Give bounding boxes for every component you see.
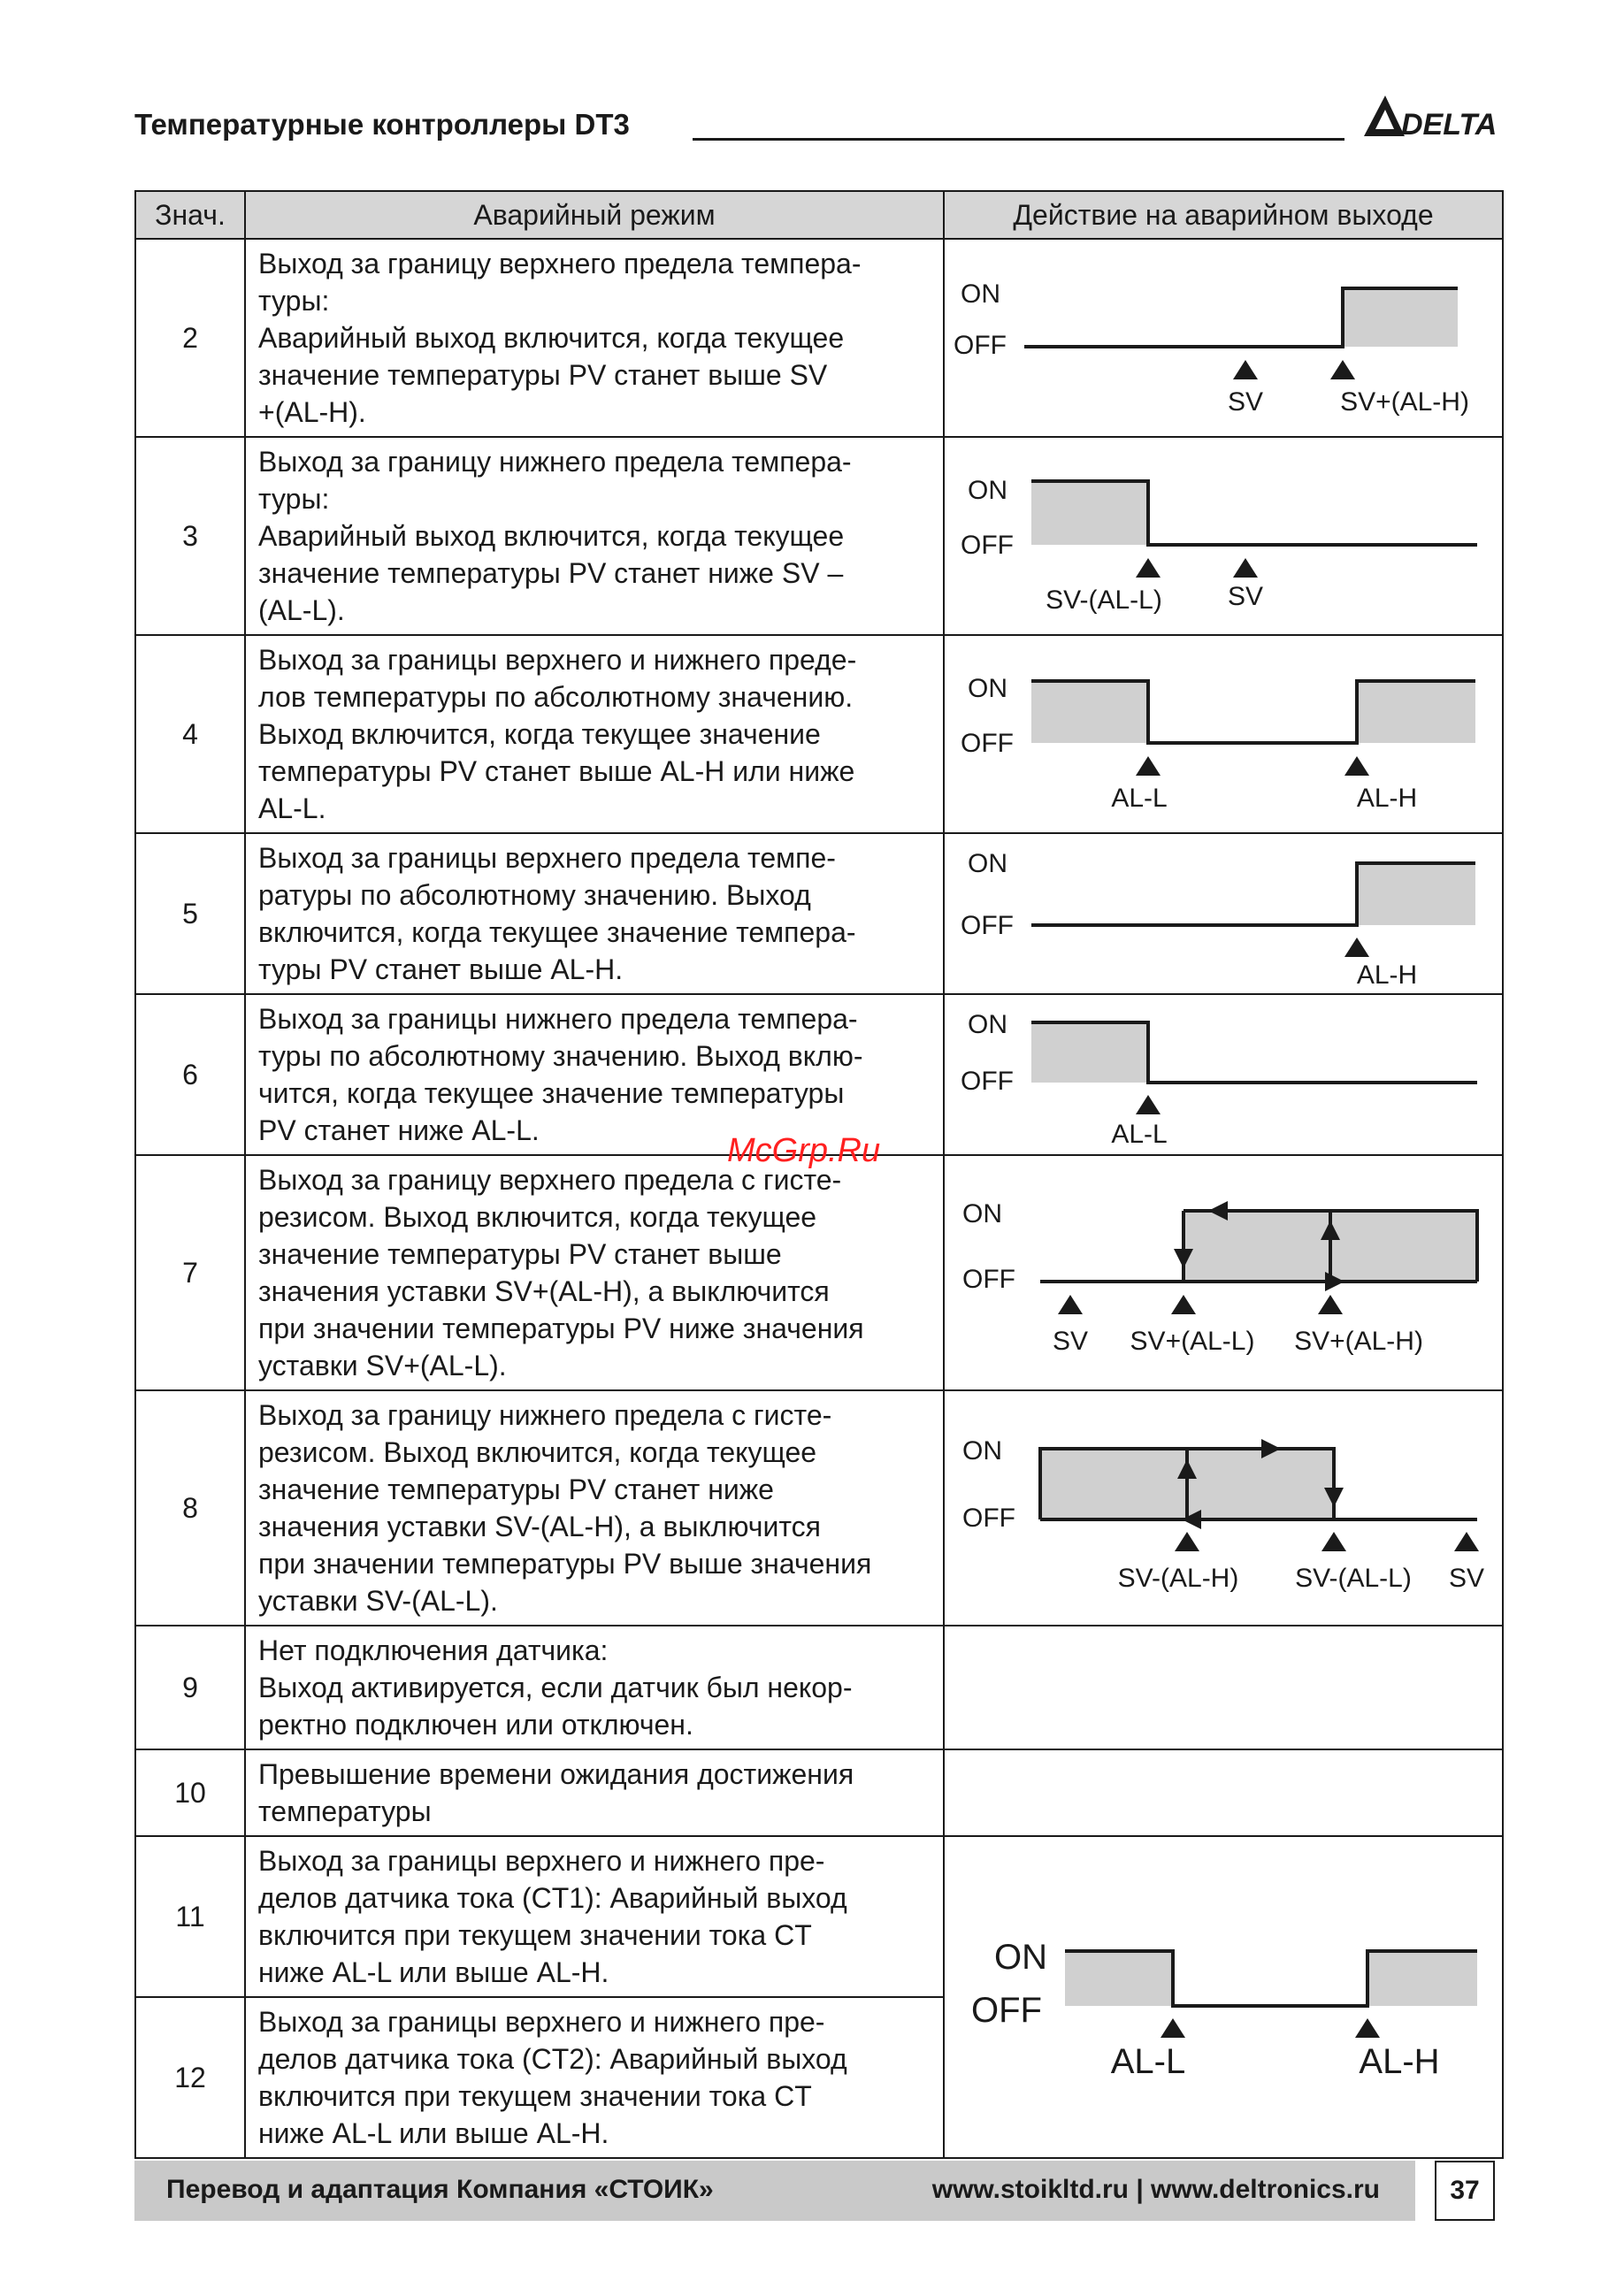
footer-links: www.stoikltd.ru | www.deltronics.ru xyxy=(931,2175,1380,2204)
row-description xyxy=(245,1390,944,1626)
row-diagram-cell xyxy=(944,994,1503,1155)
table-header-row xyxy=(135,191,1503,239)
description-line: включится, когда текущее значение темпера- xyxy=(258,916,856,948)
row-diagram-cell xyxy=(944,635,1503,833)
alarm-diagram xyxy=(945,448,1500,624)
description-line: значение температуры PV станет выше xyxy=(258,1238,782,1270)
description-line: температуры PV станет выше AL-H или ниже xyxy=(258,755,855,787)
row-description xyxy=(245,437,944,635)
row-diagram-cell-empty xyxy=(944,1626,1503,1749)
description-line: Выход за границы верхнего предела темпе- xyxy=(258,842,836,874)
al-h-label: AL-H xyxy=(1356,960,1418,989)
row-description xyxy=(245,1836,944,1997)
table-row xyxy=(135,1749,1503,1836)
description-line: чится, когда текущее значение температуры xyxy=(258,1077,845,1109)
description-line: (AL-L). xyxy=(258,594,345,626)
row-description xyxy=(245,833,944,994)
description-line: делов датчика тока (CT2): Аварийный выход xyxy=(258,2043,847,2075)
description-line: Выход за границу верхнего предела с гисте- xyxy=(258,1164,842,1196)
description-line: уставки SV-(AL-L). xyxy=(258,1585,498,1617)
description-line: температуры xyxy=(258,1795,432,1827)
page-header-title: Температурные контроллеры DT3 xyxy=(134,108,630,141)
footer-credit: Перевод и адаптация Компания «СТОИК» xyxy=(166,2175,714,2204)
al-h-marker-icon xyxy=(1344,756,1369,776)
al-h-marker-icon xyxy=(1344,938,1369,957)
description-line: резисом. Выход включится, когда текущее xyxy=(258,1436,817,1468)
description-line: ректно подключен или отключен. xyxy=(258,1709,693,1741)
on-state-area xyxy=(1357,863,1475,925)
description-line: включится при текущем значении тока CT xyxy=(258,2080,812,2112)
sv-plus-al-h-label: SV+(AL-H) xyxy=(1294,1327,1423,1356)
column-header-alarm-mode: Аварийный режим xyxy=(245,191,944,239)
footer-bar xyxy=(134,2161,1415,2221)
sv-minus-al-l-marker-icon xyxy=(1136,558,1161,578)
row-value: 7 xyxy=(135,1155,245,1390)
description-line: туры: xyxy=(258,483,330,515)
al-l-label: AL-L xyxy=(1110,2042,1186,2081)
row-diagram-cell xyxy=(944,239,1503,437)
description-line: туры PV станет выше AL-H. xyxy=(258,953,624,985)
header-rule xyxy=(693,138,1344,141)
description-line: Аварийный выход включится, когда текущее xyxy=(258,322,845,354)
row-diagram-cell xyxy=(944,1836,1503,2158)
description-line: PV станет ниже AL-L. xyxy=(258,1114,540,1146)
on-state-area-low xyxy=(1031,681,1148,743)
row-value: 4 xyxy=(135,635,245,833)
al-h-label: AL-H xyxy=(1359,2042,1440,2081)
on-label: ON xyxy=(994,1938,1047,1977)
on-state-area xyxy=(1343,288,1458,347)
description-line: Превышение времени ожидания достижения xyxy=(258,1758,854,1790)
sv-label: SV xyxy=(1448,1564,1485,1593)
description-line: Выход за границы верхнего и нижнего пре- xyxy=(258,2006,825,2038)
on-label: ON xyxy=(962,1436,1002,1466)
row-description xyxy=(245,239,944,437)
description-line: +(AL-H). xyxy=(258,396,366,428)
description-line: Выход за границу верхнего предела темпера- xyxy=(258,248,862,279)
alarm-mode-table xyxy=(134,190,1504,2159)
row-value: 10 xyxy=(135,1749,245,1836)
on-state-area xyxy=(1031,1022,1148,1083)
al-h-marker-icon xyxy=(1355,2018,1380,2038)
on-state-area-high xyxy=(1357,681,1475,743)
row-diagram-cell xyxy=(944,437,1503,635)
row-diagram-cell xyxy=(944,1155,1503,1390)
sv-marker-icon xyxy=(1233,360,1258,379)
sv-label: SV xyxy=(1227,582,1264,611)
description-line: значение температуры PV станет ниже xyxy=(258,1473,774,1505)
alarm-diagram xyxy=(945,249,1500,426)
description-line: включится при текущем значении тока CT xyxy=(258,1919,812,1951)
hysteresis-diagram xyxy=(945,1397,1500,1619)
on-label: ON xyxy=(968,1010,1007,1039)
on-label: ON xyxy=(968,849,1007,878)
alarm-diagram xyxy=(945,646,1500,823)
description-line: туры по абсолютному значению. Выход вклю- xyxy=(258,1040,863,1072)
row-value: 11 xyxy=(135,1836,245,1997)
page-number: 37 xyxy=(1435,2161,1495,2221)
row-value: 8 xyxy=(135,1390,245,1626)
sv-marker-icon xyxy=(1233,558,1258,578)
column-header-alarm-output-action: Действие на аварийном выходе xyxy=(944,191,1503,239)
on-state-area-low xyxy=(1065,1951,1173,2006)
al-l-marker-icon xyxy=(1136,756,1161,776)
alarm-diagram xyxy=(945,999,1500,1150)
al-l-label: AL-L xyxy=(1111,1120,1168,1149)
sv-minus-al-h-label: SV-(AL-H) xyxy=(1117,1564,1239,1593)
description-line: ратуры по абсолютному значению. Выход xyxy=(258,879,811,911)
column-header-value: Знач. xyxy=(135,191,245,239)
row-description xyxy=(245,994,944,1155)
alarm-diagram xyxy=(945,838,1500,989)
table-row xyxy=(135,635,1503,833)
row-diagram-cell xyxy=(944,1390,1503,1626)
watermark: McGrp.Ru xyxy=(727,1132,881,1169)
off-label: OFF xyxy=(962,1265,1015,1294)
description-line: значения уставки SV-(AL-H), а выключится xyxy=(258,1511,821,1542)
off-label: OFF xyxy=(961,531,1014,560)
description-line: AL-L. xyxy=(258,792,326,824)
row-diagram-cell-empty xyxy=(944,1749,1503,1836)
off-label: OFF xyxy=(954,331,1007,360)
table-row xyxy=(135,833,1503,994)
sv-label: SV xyxy=(1052,1327,1089,1356)
row-value: 2 xyxy=(135,239,245,437)
al-h-label: AL-H xyxy=(1356,784,1418,813)
table-row xyxy=(135,1836,1503,1997)
on-label: ON xyxy=(968,674,1007,703)
description-line: при значении температуры PV выше значения xyxy=(258,1548,872,1580)
off-label: OFF xyxy=(961,1067,1014,1096)
sv-label: SV xyxy=(1227,387,1264,417)
table-row xyxy=(135,1155,1503,1390)
description-line: при значении температуры PV ниже значения xyxy=(258,1313,864,1344)
description-line: Выход за границы нижнего предела темпера- xyxy=(258,1003,858,1035)
al-l-label: AL-L xyxy=(1111,784,1168,813)
description-line: Выход за границы верхнего и нижнего преде- xyxy=(258,644,857,676)
table-row xyxy=(135,994,1503,1155)
sv-plus-al-h-marker-icon xyxy=(1330,360,1355,379)
on-state-area xyxy=(1031,481,1148,545)
sv-minus-al-l-label: SV-(AL-L) xyxy=(1295,1564,1412,1593)
row-description xyxy=(245,1626,944,1749)
al-l-marker-icon xyxy=(1136,1095,1161,1114)
on-label: ON xyxy=(962,1199,1002,1228)
description-line: делов датчика тока (CT1): Аварийный выход xyxy=(258,1882,847,1914)
table-row xyxy=(135,1626,1503,1749)
sv-minus-al-h-marker-icon xyxy=(1175,1532,1199,1551)
description-line: ниже AL-L или выше AL-H. xyxy=(258,1956,609,1988)
description-line: Выход за границы верхнего и нижнего пре- xyxy=(258,1845,825,1877)
description-line: Нет подключения датчика: xyxy=(258,1634,609,1666)
sv-plus-al-l-label: SV+(AL-L) xyxy=(1130,1327,1255,1356)
off-label: OFF xyxy=(962,1504,1015,1533)
table-row xyxy=(135,437,1503,635)
on-label: ON xyxy=(968,476,1007,505)
sv-marker-icon xyxy=(1454,1532,1479,1551)
on-label: ON xyxy=(961,279,1000,309)
description-line: уставки SV+(AL-L). xyxy=(258,1350,507,1381)
sv-plus-al-h-label: SV+(AL-H) xyxy=(1340,387,1469,417)
row-description xyxy=(245,1997,944,2158)
sv-marker-icon xyxy=(1058,1295,1083,1314)
current-sensor-diagram xyxy=(945,1847,1500,2147)
row-value: 9 xyxy=(135,1626,245,1749)
table-row xyxy=(135,1390,1503,1626)
description-line: лов температуры по абсолютному значению. xyxy=(258,681,854,713)
off-label: OFF xyxy=(961,729,1014,758)
delta-logo xyxy=(1360,90,1505,142)
off-label: OFF xyxy=(961,911,1014,940)
row-value: 5 xyxy=(135,833,245,994)
description-line: резисом. Выход включится, когда текущее xyxy=(258,1201,817,1233)
table-row xyxy=(135,239,1503,437)
description-line: значения уставки SV+(AL-H), а выключится xyxy=(258,1275,830,1307)
description-line: туры: xyxy=(258,285,330,317)
on-state-area-high xyxy=(1367,1951,1477,2006)
row-value: 3 xyxy=(135,437,245,635)
row-value: 6 xyxy=(135,994,245,1155)
off-label: OFF xyxy=(971,1991,1042,2030)
sv-minus-al-l-marker-icon xyxy=(1321,1532,1346,1551)
hysteresis-diagram xyxy=(945,1162,1500,1383)
description-line: значение температуры PV станет ниже SV – xyxy=(258,557,844,589)
row-value: 12 xyxy=(135,1997,245,2158)
sv-minus-al-l-label: SV-(AL-L) xyxy=(1046,585,1162,615)
description-line: Выход активируется, если датчик был некор- xyxy=(258,1672,853,1703)
row-description xyxy=(245,1749,944,1836)
sv-plus-al-h-marker-icon xyxy=(1318,1295,1343,1314)
row-description xyxy=(245,1155,944,1390)
sv-plus-al-l-marker-icon xyxy=(1171,1295,1196,1314)
row-diagram-cell xyxy=(944,833,1503,994)
logo-text: DELTA xyxy=(1401,108,1498,142)
row-description xyxy=(245,635,944,833)
description-line: ниже AL-L или выше AL-H. xyxy=(258,2117,609,2149)
al-l-marker-icon xyxy=(1161,2018,1185,2038)
description-line: Выход за границу нижнего предела темпера- xyxy=(258,446,852,478)
description-line: Аварийный выход включится, когда текущее xyxy=(258,520,845,552)
description-line: Выход включится, когда текущее значение xyxy=(258,718,821,750)
description-line: Выход за границу нижнего предела с гисте- xyxy=(258,1399,832,1431)
description-line: значение температуры PV станет выше SV xyxy=(258,359,828,391)
